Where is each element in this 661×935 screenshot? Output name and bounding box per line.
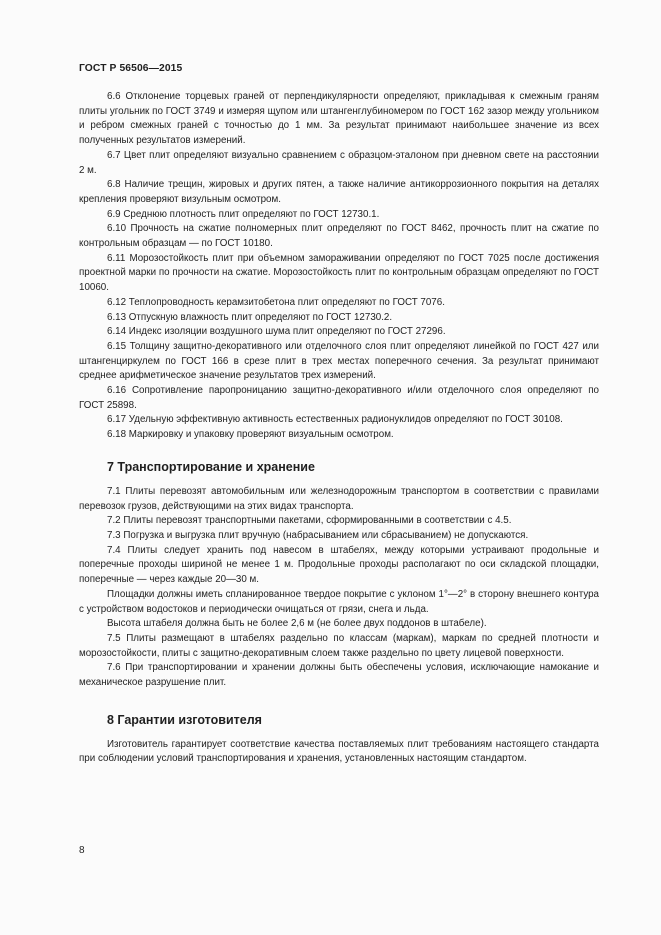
paragraph-6-10: 6.10 Прочность на сжатие полномерных плит определяют по ГОСТ 8462, прочность плит на сжатие по контрольным образцам — по ГОСТ 10180.	[79, 223, 599, 250]
paragraph-7-6: 7.6 При транспортировании и хранении должны быть обеспечены условия, исключающие намокание и механическое разрушение плит.	[79, 662, 599, 689]
paragraph-6-14: 6.14 Индекс изоляции воздушного шума плит определяют по ГОСТ 27296.	[107, 326, 446, 338]
paragraph-6-9: 6.9 Среднюю плотность плит определяют по ГОСТ 12730.1.	[107, 208, 380, 220]
paragraph-7-5: 7.5 Плиты размещают в штабелях раздельно по классам (маркам), маркам по средней плотности и морозостойкости, плиты с защитно-декоративным слоем также раздельно по цвету лицевой поверхности.	[79, 632, 599, 659]
section-7-heading: 7 Транспортирование и хранение	[107, 459, 315, 474]
paragraph-8: Изготовитель гарантирует соответствие качества поставляемых плит требованиям настоящего стандарта при соблюдении условий транспортирования и хранения, установленных настоящим стандартом.	[79, 738, 599, 765]
paragraph-6-18: 6.18 Маркировку и упаковку проверяют визуальным осмотром.	[107, 429, 394, 441]
paragraph-6-13: 6.13 Отпускную влажность плит определяют по ГОСТ 12730.2.	[107, 311, 393, 323]
paragraph-6-12: 6.12 Теплопроводность керамзитобетона плит определяют по ГОСТ 7076.	[107, 296, 445, 308]
paragraph-6-17: 6.17 Удельную эффективную активность естественных радионуклидов определяют по ГОСТ 30108.	[107, 414, 563, 426]
paragraph-6-6: 6.6 Отклонение торцевых граней от перпендикулярности определяют, прикладывая к смежным граням плиты угольник по ГОСТ 3749 и измеряя щупом или штангенглубиномером по ГОСТ 162 зазор между угольником и ребром смежных граней с точностью до 1 мм. За результат принимают наибольшее значение из всех полученных результатов измерений.	[79, 91, 599, 147]
paragraph-7-3: 7.3 Погрузка и выгрузка плит вручную (набрасыванием или сбрасыванием) не допускаются.	[107, 529, 529, 541]
paragraph-7-1: 7.1 Плиты перевозят автомобильным или железнодорожным транспортом в соответствии с правилами перевозок грузов, действующими на этих видах транспорта.	[79, 485, 599, 512]
paragraph-6-15: 6.15 Толщину защитно-декоративного или отделочного слоя плит определяют линейкой по ГОСТ 427 или штангенциркулем по ГОСТ 166 в срезе плит в трех местах поперечного сечения. За результат принимают среднее арифметическое значение результатов трех измерений.	[79, 340, 599, 382]
paragraph-7-4-height: Высота штабеля должна быть не более 2,6 м (не более двух поддонов в штабеле).	[107, 618, 487, 630]
paragraph-6-11: 6.11 Морозостойкость плит при объемном замораживании определяют по ГОСТ 7025 после достижения проектной марки по прочности на сжатие. Морозостойкость плит по контрольным образцам определяют по ГОСТ 10060.	[79, 252, 599, 294]
paragraph-7-4-surface: Площадки должны иметь спланированное твердое покрытие с уклоном 1°—2° в сторону внешнего контура с устройством водостоков и периодически очищаться от грязи, снега и льда.	[79, 588, 599, 615]
page-number: 8	[79, 845, 85, 856]
document-header: ГОСТ Р 56506—2015	[79, 63, 183, 74]
paragraph-7-4: 7.4 Плиты следует хранить под навесом в штабелях, между которыми устраивают продольные и поперечные проходы шириной не менее 1 м. Продольные проходы располагают по оси складской площадки, поперечные — через каждые 20—30 м.	[79, 544, 599, 586]
paragraph-6-7: 6.7 Цвет плит определяют визуально сравнением с образцом-эталоном при дневном свете на расстоянии 2 м.	[79, 149, 599, 176]
paragraph-7-2: 7.2 Плиты перевозят транспортными пакетами, сформированными в соответствии с 4.5.	[107, 515, 512, 527]
section-8-heading: 8 Гарантии изготовителя	[107, 712, 262, 727]
document-body	[79, 90, 599, 767]
paragraph-6-16: 6.16 Сопротивление паропроницанию защитно-декоративного и/или отделочного слоя определяют по ГОСТ 25898.	[79, 385, 599, 411]
paragraph-6-8: 6.8 Наличие трещин, жировых и других пятен, а также наличие антикоррозионного покрытия на деталях крепления проверяют визульным осмотром.	[79, 179, 599, 205]
